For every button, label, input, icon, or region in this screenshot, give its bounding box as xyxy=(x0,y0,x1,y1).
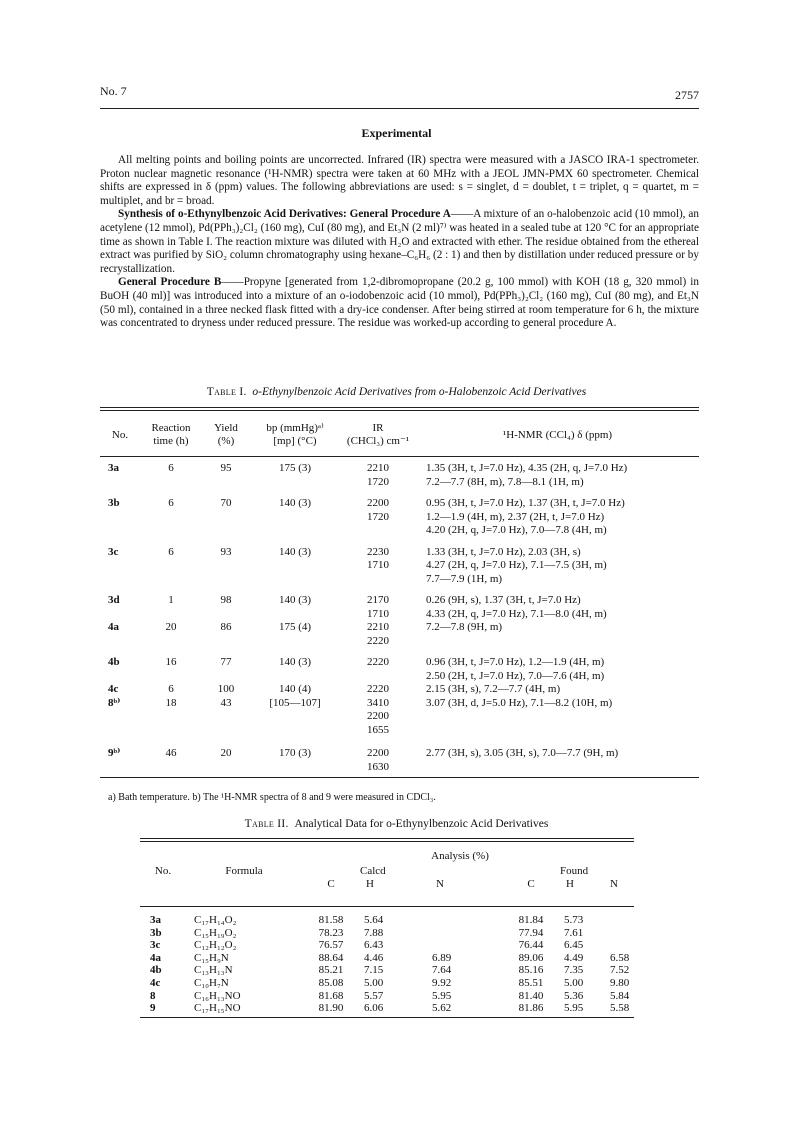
table1-row xyxy=(100,697,699,711)
t1-cell-ir: 1630 xyxy=(367,760,389,773)
t1-cell-bp xyxy=(250,724,340,738)
t1-cell-bp xyxy=(250,635,340,649)
table2-row xyxy=(140,964,634,977)
t2-h-found: Found xyxy=(560,865,589,877)
t1-h-yield: Yield (%) xyxy=(214,422,238,447)
procedure-a-heading: Synthesis of o-Ethynylbenzoic Acid Derivatives: General Procedure A xyxy=(118,208,451,221)
t1-cell-ir: 1720 xyxy=(367,510,389,523)
t1-cell-yield: 70 xyxy=(220,497,232,509)
table1-row xyxy=(100,656,699,670)
t1-cell-time xyxy=(140,635,202,649)
paragraph-instruments: All melting points and boiling points are uncorrected. Infrared (IR) spectra were measured with a JASCO IRA-1 spectrometer. Proton nuclear magnetic resonance (¹H-NMR) spectra were taken at 60 MHz with a JEOL JMN-PMX 60 spectrometer. Chemical shifts are expressed in δ (ppm) values. The following abbreviations are used: s = singlet, d = doublet, t = triplet, q = quartet, m = multiplet, and br = broad. xyxy=(100,154,699,207)
t1-cell-no: 4a xyxy=(108,621,119,633)
t1-cell-no xyxy=(100,761,140,775)
table1-row xyxy=(100,476,699,490)
t1-cell-no xyxy=(100,511,140,525)
t1-cell-time xyxy=(140,511,202,525)
issue-number: No. 7 xyxy=(100,84,127,98)
t1-cell-time xyxy=(140,608,202,622)
t2-cell-found-n: 7.52 xyxy=(610,964,630,977)
t1-cell-bp: 140 (3) xyxy=(278,656,312,668)
t1-cell-yield xyxy=(202,573,250,587)
t1-cell-time: 1 xyxy=(168,594,174,606)
t1-cell-ir: 2220 xyxy=(367,656,389,668)
t2-h-calcd-c: C xyxy=(327,878,335,890)
t1-cell-no xyxy=(100,710,140,724)
t2-cell-calcd-h: 5.64 xyxy=(364,914,384,926)
procedure-b-heading: General Procedure B xyxy=(118,276,222,289)
t1-cell-bp xyxy=(250,608,340,622)
table2-title: Analytical Data for o-Ethynylbenzoic Acid Derivatives xyxy=(294,818,549,830)
t1-cell-time: 20 xyxy=(165,621,177,633)
t2-cell-no: 3b xyxy=(150,926,162,939)
t1-cell-nmr xyxy=(416,710,699,724)
table2-bottom-rule xyxy=(140,1017,634,1018)
t2-h-found-n: N xyxy=(610,878,618,890)
t1-cell-ir: 2220 xyxy=(367,683,389,695)
t1-cell-bp xyxy=(250,573,340,587)
table1-row xyxy=(100,573,699,587)
t2-cell-found-c: 76.44 xyxy=(518,939,544,952)
t1-h-time: Reaction time (h) xyxy=(151,422,191,447)
t1-cell-time xyxy=(140,524,202,538)
t2-cell-found-c: 81.86 xyxy=(518,1002,544,1015)
t2-cell-calcd-h: 6.43 xyxy=(364,939,384,952)
paragraph-procedure-b xyxy=(100,276,699,330)
t2-h-analysis: Analysis (%) xyxy=(431,850,489,862)
table1-title: o-Ethynylbenzoic Acid Derivatives from o-Halobenzoic Acid Derivatives xyxy=(252,386,587,398)
t2-cell-found-h: 7.35 xyxy=(564,964,584,977)
table2-top-rule xyxy=(140,838,634,839)
t1-cell-time xyxy=(140,670,202,684)
t2-cell-calcd-h: 6.06 xyxy=(364,1002,384,1015)
t1-cell-bp: 140 (3) xyxy=(278,497,312,509)
t1-cell-bp xyxy=(250,524,340,538)
t1-cell-time xyxy=(140,476,202,490)
t1-cell-no xyxy=(100,635,140,649)
t1-cell-ir: 2230 xyxy=(367,545,389,558)
table2-row xyxy=(140,977,634,990)
t1-cell-ir: 1710 xyxy=(367,607,389,620)
t2-cell-found-n: 6.58 xyxy=(610,951,630,964)
t1-cell-nmr: 7.7—7.9 (1H, m) xyxy=(426,572,503,585)
t2-cell-calcd-c: 81.90 xyxy=(318,1002,344,1015)
table2-row xyxy=(140,914,634,927)
t1-h-no: No. xyxy=(111,428,129,441)
table2-caption xyxy=(0,818,793,830)
t2-cell-found-h: 7.61 xyxy=(564,926,584,939)
table1-row xyxy=(100,594,699,608)
t1-cell-ir: 2200 xyxy=(367,747,389,759)
t2-cell-found-n xyxy=(610,914,634,927)
t1-cell-ir: 1655 xyxy=(367,723,389,736)
t1-cell-no: 3b xyxy=(108,497,120,509)
t1-cell-yield: 20 xyxy=(220,747,232,759)
table1-row xyxy=(100,670,699,684)
t1-cell-nmr xyxy=(416,635,699,649)
table1-row xyxy=(100,683,699,697)
t1-cell-bp: 175 (3) xyxy=(278,462,312,474)
t1-cell-no xyxy=(100,524,140,538)
t2-cell-calcd-h: 7.88 xyxy=(364,926,384,939)
header-rule xyxy=(100,108,699,109)
t2-cell-calcd-n: 6.89 xyxy=(432,951,452,964)
t1-cell-yield: 43 xyxy=(220,696,232,709)
t2-cell-formula: C₁₃H₁₃N xyxy=(194,964,233,977)
t1-cell-ir: 2200 xyxy=(367,710,389,722)
t1-cell-nmr: 4.27 (2H, q, J=7.0 Hz), 7.1—7.5 (3H, m) xyxy=(426,559,607,571)
t1-cell-no: 9ᵇ⁾ xyxy=(108,747,121,759)
t1-cell-time: 46 xyxy=(165,747,177,759)
t1-cell-yield: 77 xyxy=(220,656,232,668)
t1-cell-time xyxy=(140,761,202,775)
t1-cell-time: 16 xyxy=(165,656,177,668)
t2-cell-found-n xyxy=(610,927,634,940)
table1-bottom-rule xyxy=(100,777,699,778)
table1-footnote: a) Bath temperature. b) The ¹H-NMR spectra of 8 and 9 were measured in CDCl₃. xyxy=(108,792,436,803)
t1-cell-yield xyxy=(202,635,250,649)
t2-cell-found-n: 5.58 xyxy=(610,1002,630,1015)
t2-cell-calcd-n xyxy=(418,914,502,927)
t1-cell-nmr: 1.35 (3H, t, J=7.0 Hz), 4.35 (2H, q, J=7.0 Hz) xyxy=(426,462,628,474)
table2 xyxy=(140,850,634,1015)
t1-cell-bp: 140 (3) xyxy=(278,545,312,558)
t2-cell-formula: C₁₇H₁₅NO xyxy=(194,1002,241,1015)
t2-cell-formula: C₁₂H₁₂O₂ xyxy=(194,939,237,952)
table2-row xyxy=(140,990,634,1003)
table2-row xyxy=(140,952,634,965)
t1-cell-yield xyxy=(202,724,250,738)
table2-label: Table II. xyxy=(244,818,289,830)
table1-row xyxy=(100,608,699,622)
t2-h-calcd-n: N xyxy=(436,878,444,890)
t1-cell-no xyxy=(100,670,140,684)
t1-cell-bp xyxy=(250,670,340,684)
t2-h-formula: Formula xyxy=(225,865,263,877)
t2-cell-no: 9 xyxy=(150,1002,156,1015)
t1-cell-no: 8ᵇ⁾ xyxy=(108,696,121,709)
table2-top-rule-2 xyxy=(140,841,634,842)
t1-cell-nmr: 0.96 (3H, t, J=7.0 Hz), 1.2—1.9 (4H, m) xyxy=(426,656,605,668)
t1-cell-nmr xyxy=(416,724,699,738)
t2-cell-calcd-n xyxy=(418,927,502,940)
table1 xyxy=(100,420,699,774)
t1-cell-bp xyxy=(250,511,340,525)
t1-cell-bp: 140 (4) xyxy=(278,683,312,695)
t2-cell-found-c: 81.40 xyxy=(518,989,544,1002)
t1-cell-nmr: 1.33 (3H, t, J=7.0 Hz), 2.03 (3H, s) xyxy=(426,545,581,558)
t1-cell-yield xyxy=(202,710,250,724)
table2-row xyxy=(140,939,634,952)
t1-cell-no xyxy=(100,608,140,622)
table1-row xyxy=(100,761,699,775)
section-title: Experimental xyxy=(361,126,432,140)
t2-cell-calcd-n: 7.64 xyxy=(432,964,452,977)
table1-row xyxy=(100,635,699,649)
t1-cell-time: 18 xyxy=(165,696,177,709)
t1-cell-time xyxy=(140,724,202,738)
t1-cell-yield xyxy=(202,670,250,684)
t2-cell-found-c: 89.06 xyxy=(518,951,544,964)
t2-h-found-c: C xyxy=(527,878,535,890)
t1-cell-bp xyxy=(250,476,340,490)
t1-cell-yield xyxy=(202,476,250,490)
procedure-a-body: ——A mixture of an o-halobenzoic acid (10 mmol), an acetylene (12 mmol), Pd(PPh₃)₂Cl₂ (160 mg), CuI (80 mg), and Et₃N (2 ml)⁷⁾ was heated in a sealed tube at 120 °C for an appropriate time as shown in Table I. The reaction mixture was diluted with H₂O and extracted with ether. The residue obtained from the ethereal extract was purified by SiO₂ column chromatography using hexane–C₆H₆ (2 : 1) and then by distillation under reduced pressure or by recrystallization. xyxy=(100,208,699,275)
page-number: 2757 xyxy=(675,88,699,102)
t1-cell-no xyxy=(100,476,140,490)
table1-row xyxy=(100,546,699,560)
t1-cell-yield xyxy=(202,559,250,573)
t1-cell-no: 3c xyxy=(108,545,119,558)
table1-row xyxy=(100,511,699,525)
t1-cell-no: 3a xyxy=(108,462,119,474)
t1-cell-bp: 170 (3) xyxy=(278,747,312,759)
t1-cell-bp xyxy=(250,710,340,724)
t1-cell-nmr: 0.95 (3H, t, J=7.0 Hz), 1.37 (3H, t, J=7.0 Hz) xyxy=(426,497,625,509)
t1-cell-no xyxy=(100,559,140,573)
t1-cell-yield xyxy=(202,511,250,525)
t1-cell-yield xyxy=(202,524,250,538)
t1-h-nmr: ¹H-NMR (CCl₄) δ (ppm) xyxy=(502,428,613,441)
t2-cell-found-h: 5.36 xyxy=(564,989,584,1002)
table1-row xyxy=(100,462,699,476)
t1-cell-nmr: 2.50 (2H, t, J=7.0 Hz), 7.0—7.6 (4H, m) xyxy=(426,669,605,682)
t1-cell-nmr: 3.07 (3H, d, J=5.0 Hz), 7.1—8.2 (10H, m) xyxy=(426,696,613,709)
t1-cell-bp xyxy=(250,559,340,573)
t1-cell-nmr: 7.2—7.8 (9H, m) xyxy=(426,621,503,633)
table2-header-row-3 xyxy=(140,878,634,897)
table2-header-row-2 xyxy=(140,865,634,878)
t2-cell-calcd-c: 81.68 xyxy=(318,989,344,1002)
table1-top-rule-2 xyxy=(100,410,699,411)
t2-cell-no: 4a xyxy=(150,951,161,964)
t2-cell-found-h: 5.73 xyxy=(564,914,584,926)
table1-top-rule xyxy=(100,407,699,408)
t2-cell-formula: C₁₅H₁₉O₂ xyxy=(194,926,237,939)
t1-cell-nmr: 0.26 (9H, s), 1.37 (3H, t, J=7.0 Hz) xyxy=(426,594,581,606)
t1-cell-no xyxy=(100,573,140,587)
t2-cell-calcd-n: 9.92 xyxy=(432,976,452,989)
t2-cell-found-c: 77.94 xyxy=(518,926,544,939)
t1-cell-ir xyxy=(340,573,416,587)
t2-cell-found-c: 85.51 xyxy=(518,976,544,989)
t2-cell-formula: C₁₆H₁₃NO xyxy=(194,989,241,1002)
table1-caption xyxy=(0,386,793,398)
t2-cell-found-h: 5.00 xyxy=(564,976,584,989)
t2-cell-found-c: 81.84 xyxy=(518,914,544,926)
table1-label: Table I. xyxy=(206,386,247,398)
t1-cell-ir: 2210 xyxy=(367,621,389,633)
t2-cell-no: 3c xyxy=(150,939,161,952)
t2-cell-found-n xyxy=(610,939,634,952)
t2-h-no: No. xyxy=(154,865,172,877)
t1-cell-yield: 95 xyxy=(220,462,232,474)
t1-cell-nmr: 7.2—7.7 (8H, m), 7.8—8.1 (1H, m) xyxy=(426,475,584,488)
t2-cell-calcd-h: 7.15 xyxy=(364,964,384,977)
t2-cell-formula: C₁₅H₉N xyxy=(194,951,229,964)
t1-cell-time: 6 xyxy=(168,462,174,474)
table1-row xyxy=(100,747,699,761)
t1-cell-no xyxy=(100,724,140,738)
t2-cell-calcd-n xyxy=(418,939,502,952)
t1-cell-no: 4b xyxy=(108,656,120,668)
t1-cell-ir: 1720 xyxy=(367,475,389,488)
t1-cell-bp: [105—107] xyxy=(269,696,321,709)
t1-cell-time xyxy=(140,559,202,573)
t1-cell-bp: 175 (4) xyxy=(278,621,312,633)
t2-cell-calcd-c: 81.58 xyxy=(318,914,344,926)
t2-cell-formula: C₁₀H₇N xyxy=(194,976,229,989)
table1-row xyxy=(100,559,699,573)
t1-cell-ir xyxy=(340,524,416,538)
t2-cell-found-n: 5.84 xyxy=(610,989,630,1002)
t1-cell-time xyxy=(140,710,202,724)
t2-cell-no: 4b xyxy=(150,964,162,977)
t1-h-bp: bp (mmHg)ᵃ⁾ [mp] (°C) xyxy=(266,422,324,447)
t2-cell-formula: C₁₇H₁₄O₂ xyxy=(194,914,237,926)
t1-cell-nmr xyxy=(416,761,699,775)
table1-header-row xyxy=(100,420,699,450)
t1-cell-time: 6 xyxy=(168,545,174,558)
t1-cell-bp xyxy=(250,761,340,775)
t2-cell-calcd-c: 76.57 xyxy=(318,939,344,952)
table2-header-row-1 xyxy=(140,850,634,865)
t1-cell-bp: 140 (3) xyxy=(278,594,312,606)
t2-cell-calcd-h: 5.57 xyxy=(364,989,384,1002)
t2-cell-no: 8 xyxy=(150,989,156,1002)
t2-cell-found-h: 5.95 xyxy=(564,1002,584,1015)
table1-row xyxy=(100,724,699,738)
table1-row xyxy=(100,710,699,724)
t1-cell-yield: 98 xyxy=(220,594,232,606)
t2-cell-calcd-h: 5.00 xyxy=(364,976,384,989)
procedure-b-body: ——Propyne [generated from 1,2-dibromopropane (20.2 g, 100 mmol) with KOH (18 g, 320 mmol) in BuOH (40 ml)] was introduced into a mixture of an o-iodobenzoic acid (10 mmol), Pd(PPh₃)₂Cl₂ (160 mg), CuI (80 mg), and Et₃N (50 ml), contained in a three necked flask fitted with a dry-ice condenser. After being stirred at room temperature for 6 h, the mixture was concentrated to dryness under reduced pressure. The residue was worked-up according to general procedure A. xyxy=(100,276,699,330)
table1-row xyxy=(100,524,699,538)
t2-cell-found-h: 6.45 xyxy=(564,939,584,952)
t1-cell-yield xyxy=(202,761,250,775)
paragraph-procedure-a xyxy=(100,208,699,276)
t1-cell-ir: 2170 xyxy=(367,594,389,606)
t2-cell-calcd-c: 78.23 xyxy=(318,926,344,939)
t1-cell-ir xyxy=(340,670,416,684)
t1-cell-yield xyxy=(202,608,250,622)
table1-row xyxy=(100,497,699,511)
t2-cell-calcd-n: 5.62 xyxy=(432,1002,452,1015)
t2-h-calcd-h: H xyxy=(366,878,374,890)
t2-cell-found-n: 9.80 xyxy=(610,976,630,989)
t1-cell-nmr: 1.2—1.9 (4H, m), 2.37 (2H, t, J=7.0 Hz) xyxy=(426,510,605,523)
t2-cell-no: 4c xyxy=(150,976,161,989)
t2-cell-calcd-c: 85.08 xyxy=(318,976,344,989)
t1-h-ir: IR (CHCl₃) cm⁻¹ xyxy=(346,422,410,447)
table2-row xyxy=(140,1002,634,1015)
t1-cell-nmr: 2.15 (3H, s), 7.2—7.7 (4H, m) xyxy=(426,683,561,695)
t1-cell-no: 4c xyxy=(108,683,119,695)
table2-row xyxy=(140,927,634,940)
t2-h-calcd: Calcd xyxy=(360,865,386,877)
t1-cell-ir: 2210 xyxy=(367,462,389,474)
t2-cell-found-h: 4.49 xyxy=(564,951,584,964)
t1-cell-ir: 2200 xyxy=(367,497,389,509)
t1-cell-nmr: 4.33 (2H, q, J=7.0 Hz), 7.1—8.0 (4H, m) xyxy=(426,607,607,620)
t1-cell-nmr: 2.77 (3H, s), 3.05 (3H, s), 7.0—7.7 (9H, m) xyxy=(426,747,619,759)
t1-cell-time: 6 xyxy=(168,683,174,695)
t2-h-found-h: H xyxy=(566,878,574,890)
t1-cell-nmr: 4.20 (2H, q, J=7.0 Hz), 7.0—7.8 (4H, m) xyxy=(426,524,607,536)
t2-cell-calcd-h: 4.46 xyxy=(364,951,384,964)
t1-cell-yield: 100 xyxy=(217,683,235,695)
t1-cell-time: 6 xyxy=(168,497,174,509)
table1-row xyxy=(100,621,699,635)
t1-cell-no: 3d xyxy=(108,594,120,606)
t1-cell-yield: 86 xyxy=(220,621,232,633)
t2-cell-found-c: 85.16 xyxy=(518,964,544,977)
t1-cell-yield: 93 xyxy=(220,545,232,558)
t2-cell-no: 3a xyxy=(150,914,161,926)
body-text xyxy=(100,154,699,331)
t2-cell-calcd-n: 5.95 xyxy=(432,989,452,1002)
t1-cell-ir: 2220 xyxy=(367,634,389,647)
t1-cell-time xyxy=(140,573,202,587)
t1-cell-ir: 1710 xyxy=(367,559,389,571)
t2-cell-calcd-c: 85.21 xyxy=(318,964,344,977)
t1-cell-ir: 3410 xyxy=(367,696,389,709)
t2-cell-calcd-c: 88.64 xyxy=(318,951,344,964)
